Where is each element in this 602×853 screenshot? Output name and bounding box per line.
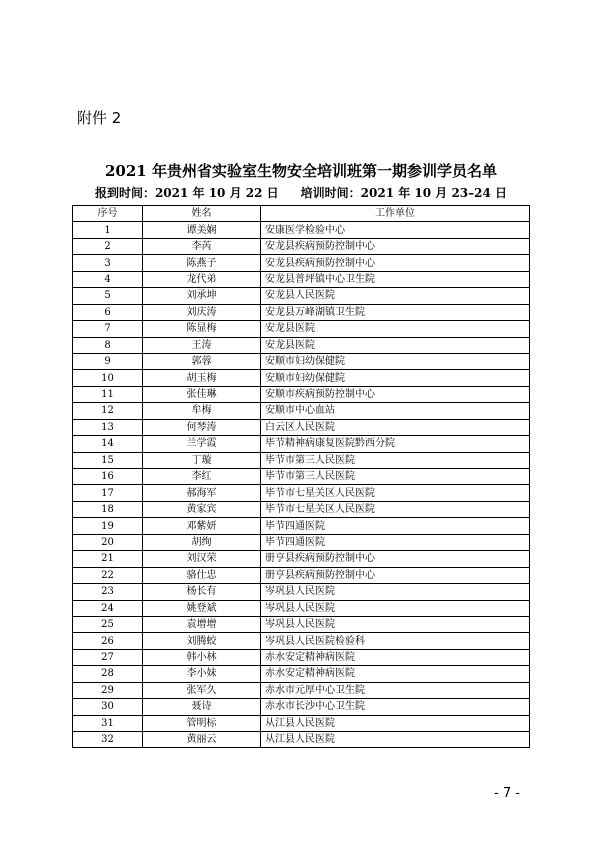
work-unit: 安龙县人民医院: [261, 288, 530, 304]
work-unit: 安龙县疾病预防控制中心: [261, 255, 530, 271]
table-row: [73, 616, 530, 632]
row-number: 3: [73, 255, 143, 271]
work-unit: 安龙县医院: [261, 337, 530, 353]
work-unit: 安顺市妇幼保健院: [261, 353, 530, 369]
participant-name: 管明标: [143, 715, 261, 731]
table-row: [73, 469, 530, 485]
work-unit: 岑巩县人民医院: [261, 584, 530, 600]
row-number: 21: [73, 551, 143, 567]
document-title: 2021 年贵州省实验室生物安全培训班第一期参训学员名单: [105, 162, 497, 180]
participant-name: 何琴涛: [143, 419, 261, 435]
work-unit: 从江县人民医院: [261, 732, 530, 748]
table-row: [73, 567, 530, 583]
row-number: 7: [73, 321, 143, 337]
table-row: [73, 353, 530, 369]
row-number: 6: [73, 304, 143, 320]
table-row: [73, 715, 530, 731]
work-unit: 岑巩县人民医院: [261, 600, 530, 616]
work-unit: 毕节市第三人民医院: [261, 452, 530, 468]
table-row: [73, 682, 530, 698]
table-row: [73, 436, 530, 452]
work-unit: 毕节市七星关区人民医院: [261, 501, 530, 517]
work-unit: 毕节市七星关区人民医院: [261, 485, 530, 501]
participant-name: 胡玉梅: [143, 370, 261, 386]
row-number: 1: [73, 222, 143, 238]
work-unit: 册亨县疾病预防控制中心: [261, 567, 530, 583]
row-number: 31: [73, 715, 143, 731]
table-row: [73, 222, 530, 238]
header-name: 姓名: [143, 206, 261, 222]
row-number: 20: [73, 534, 143, 550]
table-row: [73, 419, 530, 435]
table-row: [73, 584, 530, 600]
table-header-row: [73, 206, 530, 222]
work-unit: 安康医学检验中心: [261, 222, 530, 238]
work-unit: 安龙县医院: [261, 321, 530, 337]
row-number: 5: [73, 288, 143, 304]
report-time: 报到时间：2021 年 10 月 22 日: [94, 186, 279, 200]
participant-name: 李小妹: [143, 666, 261, 682]
participant-name: 龙代弟: [143, 271, 261, 287]
participant-name: 韩小林: [143, 649, 261, 665]
work-unit: 安顺市妇幼保健院: [261, 370, 530, 386]
participant-name: 张佳琳: [143, 386, 261, 402]
table-row: [73, 551, 530, 567]
work-unit: 赤水市元厚中心卫生院: [261, 682, 530, 698]
participant-name: 张军久: [143, 682, 261, 698]
participant-name: 杨长有: [143, 584, 261, 600]
work-unit: 册亨县疾病预防控制中心: [261, 551, 530, 567]
row-number: 17: [73, 485, 143, 501]
participant-name: 丁璇: [143, 452, 261, 468]
work-unit: 赤水安定精神病医院: [261, 649, 530, 665]
participant-table: [72, 205, 530, 748]
work-unit: 从江县人民医院: [261, 715, 530, 731]
training-time: 培训时间：2021 年 10 月 23–24 日: [300, 186, 508, 200]
row-number: 4: [73, 271, 143, 287]
table-row: [73, 288, 530, 304]
table-row: [73, 699, 530, 715]
table-row: [73, 485, 530, 501]
work-unit: 安龙县普坪镇中心卫生院: [261, 271, 530, 287]
row-number: 15: [73, 452, 143, 468]
participant-name: 李芮: [143, 238, 261, 254]
row-number: 19: [73, 518, 143, 534]
header-work-unit: 工作单位: [261, 206, 530, 222]
participant-name: 袁增增: [143, 616, 261, 632]
participant-name: 陈显梅: [143, 321, 261, 337]
row-number: 13: [73, 419, 143, 435]
table-row: [73, 370, 530, 386]
table-row: [73, 321, 530, 337]
row-number: 9: [73, 353, 143, 369]
participant-name: 王涛: [143, 337, 261, 353]
participant-name: 刘汉荣: [143, 551, 261, 567]
table-row: [73, 386, 530, 402]
table-row: [73, 534, 530, 550]
work-unit: 安龙县万峰湖镇卫生院: [261, 304, 530, 320]
participant-name: 谭美娴: [143, 222, 261, 238]
work-unit: 毕节精神病康复医院黔西分院: [261, 436, 530, 452]
date-line: [0, 184, 602, 201]
work-unit: 毕节四通医院: [261, 518, 530, 534]
table-row: [73, 666, 530, 682]
table-row: [73, 501, 530, 517]
table-row: [73, 337, 530, 353]
work-unit: 安顺市中心血站: [261, 403, 530, 419]
participant-name: 黄丽云: [143, 732, 261, 748]
table-row: [73, 633, 530, 649]
table-row: [73, 255, 530, 271]
participant-name: 李红: [143, 469, 261, 485]
participant-name: 刘承坤: [143, 288, 261, 304]
table-row: [73, 403, 530, 419]
row-number: 28: [73, 666, 143, 682]
page-number: - 7 -: [494, 786, 520, 801]
participant-name: 郭蓉: [143, 353, 261, 369]
participant-name: 聂诗: [143, 699, 261, 715]
work-unit: 岑巩县人民医院检验科: [261, 633, 530, 649]
row-number: 24: [73, 600, 143, 616]
work-unit: 毕节四通医院: [261, 534, 530, 550]
work-unit: 赤水市长沙中心卫生院: [261, 699, 530, 715]
header-number: 序号: [73, 206, 143, 222]
participant-name: 陈燕子: [143, 255, 261, 271]
participant-name: 郝海军: [143, 485, 261, 501]
table-row: [73, 452, 530, 468]
table-row: [73, 238, 530, 254]
table-row: [73, 732, 530, 748]
row-number: 8: [73, 337, 143, 353]
row-number: 25: [73, 616, 143, 632]
row-number: 30: [73, 699, 143, 715]
participant-name: 黄家宾: [143, 501, 261, 517]
row-number: 27: [73, 649, 143, 665]
row-number: 2: [73, 238, 143, 254]
participant-name: 邓紫妍: [143, 518, 261, 534]
table-row: [73, 649, 530, 665]
participant-name: 刘庆涛: [143, 304, 261, 320]
work-unit: 安龙县疾病预防控制中心: [261, 238, 530, 254]
row-number: 22: [73, 567, 143, 583]
work-unit: 赤水安定精神病医院: [261, 666, 530, 682]
work-unit: 白云区人民医院: [261, 419, 530, 435]
participant-name: 兰学霞: [143, 436, 261, 452]
work-unit: 安顺市疾病预防控制中心: [261, 386, 530, 402]
row-number: 16: [73, 469, 143, 485]
row-number: 32: [73, 732, 143, 748]
work-unit: 岑巩县人民医院: [261, 616, 530, 632]
participant-name: 刘腾蛟: [143, 633, 261, 649]
attachment-label: 附件 2: [77, 109, 122, 127]
participant-name: 牟梅: [143, 403, 261, 419]
row-number: 14: [73, 436, 143, 452]
table-row: [73, 304, 530, 320]
row-number: 18: [73, 501, 143, 517]
table-row: [73, 518, 530, 534]
row-number: 23: [73, 584, 143, 600]
table-row: [73, 271, 530, 287]
row-number: 10: [73, 370, 143, 386]
row-number: 26: [73, 633, 143, 649]
work-unit: 毕节市第三人民医院: [261, 469, 530, 485]
row-number: 29: [73, 682, 143, 698]
participant-name: 姚登斌: [143, 600, 261, 616]
participant-name: 骆仕忠: [143, 567, 261, 583]
participant-name: 胡绚: [143, 534, 261, 550]
row-number: 11: [73, 386, 143, 402]
row-number: 12: [73, 403, 143, 419]
table-row: [73, 600, 530, 616]
